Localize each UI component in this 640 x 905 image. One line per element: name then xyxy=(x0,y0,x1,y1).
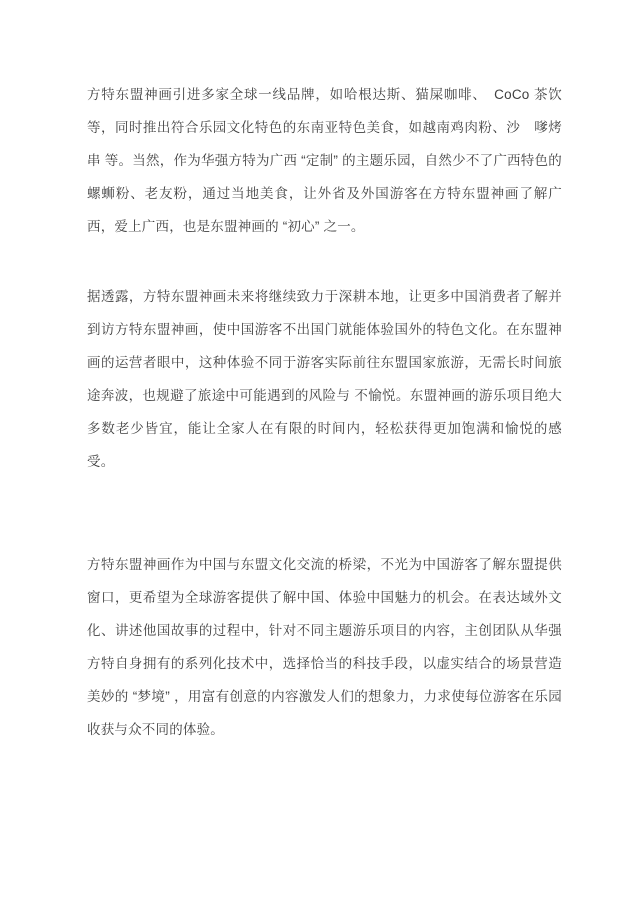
paragraph-cultural-bridge: 方特东盟神画作为中国与东盟文化交流的桥梁，不光为中国游客了解东盟提供窗口，更希望为全球游客提供了解中国、体验中国魅力的机会。在表达域外文化、讲述他国故事的过程中，针对不同主题游乐项目的内容，主创团队从华强方特自身拥有的系列化技术中，选择恰当的科技手段，以虚实结合的场景营造美妙的 “梦境” ，用富有创意的内容激发人们的想象力，力求使每位游客在乐园收获与众不同的体验。 xyxy=(87,557,562,737)
paragraph-local-experience: 据透露，方特东盟神画未来将继续致力于深耕本地，让更多中国消费者了解并到访方特东盟神画，使中国游客不出国门就能体验国外的特色文化。在东盟神画的运营者眼中，这种体验不同于游客实际前往东盟国家旅游，无需长时间旅途奔波，也规避了旅途中可能遇到的风险与 不愉悦。东盟神画的游乐项目绝大多数老少皆宜，能让全家人在有限的时间内，轻松获得更加饱满和愉悦的感受。 xyxy=(87,289,562,469)
article-body xyxy=(87,78,562,746)
paragraph-brands-and-food: 方特东盟神画引进多家全球一线品牌，如哈根达斯、猫屎咖啡、 CoCo 茶饮等，同时推出符合乐园文化特色的东南亚特色美食，如越南鸡肉粉、沙 嗲烤串 等。当然，作为华强方特为广西 “定制” 的主题乐园，自然少不了广西特色的螺蛳粉、老友粉，通过当地美食，让外省及外国游客在方特东盟神画了解广西，爱上广西，也是东盟神画的 “初心” 之一。 xyxy=(87,87,562,234)
